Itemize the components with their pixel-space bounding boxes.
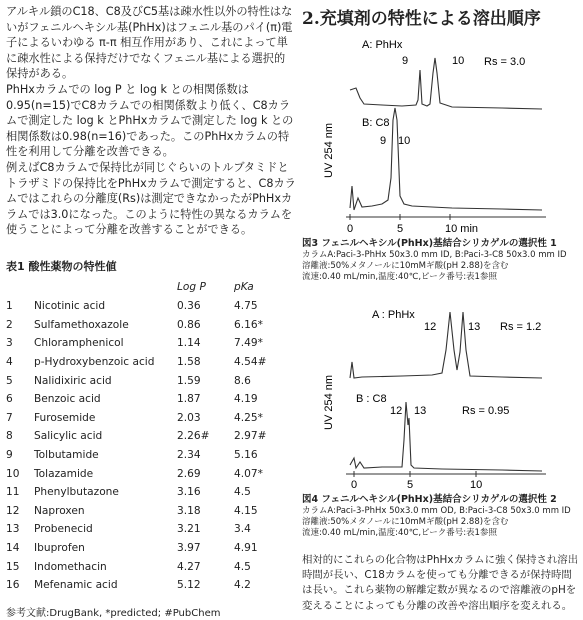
log-p-value: 3.97 [177, 542, 201, 555]
row-no: 14 [6, 542, 20, 555]
row-no: 3 [6, 337, 13, 350]
log-p-value: 1.14 [177, 337, 201, 350]
table-row [6, 409, 292, 428]
table-title: 表1 酸性薬物の特性値 [6, 260, 117, 273]
fig4-chart [302, 290, 582, 490]
drug-name: Tolazamide [34, 467, 94, 480]
pka-value: 4.75 [234, 300, 258, 313]
log-p-value: 2.69 [177, 467, 201, 480]
pka-value: 2.97# [234, 430, 267, 443]
pka-value: 5.16 [234, 449, 258, 462]
row-no: 1 [6, 300, 13, 313]
pka-value: 3.4 [234, 523, 251, 536]
drug-name: Salicylic acid [34, 430, 103, 443]
log-p-value: 2.34 [177, 449, 201, 462]
row-no: 8 [6, 430, 13, 443]
table-row [6, 371, 292, 390]
table-row [6, 446, 292, 465]
fig4-series-b-label: B : C8 [356, 393, 387, 405]
pka-value: 4.5 [234, 486, 251, 499]
fig3-caption-line-1: カラムA:Paci-3-PhHx 50x3.0 mm ID, B:Paci-3-C8 50x3.0 mm ID [302, 250, 567, 260]
log-p-value: 3.21 [177, 523, 201, 536]
log-p-value: 5.12 [177, 579, 201, 592]
table-row [6, 390, 292, 409]
table-row [6, 334, 292, 353]
log-p-value: 2.26# [177, 430, 210, 443]
fig4-a-peak-13: 13 [468, 321, 481, 333]
pka-value: 4.15 [234, 504, 258, 517]
row-no: 2 [6, 318, 13, 331]
fig3-ylabel: UV 254 nm [323, 122, 335, 178]
pka-value: 4.5 [234, 560, 251, 573]
table-row [6, 483, 292, 502]
fig3-a-peak-10: 10 [452, 55, 465, 67]
fig3-chart [302, 28, 582, 236]
fig4-caption-title: 図4 フェニルヘキシル(PhHx)基結合シリカゲルの選択性 2 [302, 494, 557, 505]
pka-value: 8.6 [234, 374, 251, 387]
log-p-value: 0.36 [177, 300, 201, 313]
fig3-chart-svg [302, 28, 582, 236]
drug-name: Chloramphenicol [34, 337, 124, 350]
intro-text [6, 4, 296, 238]
acid-drug-table [6, 277, 292, 595]
log-p-value: 3.18 [177, 504, 201, 517]
fig4-b-peak-12: 12 [390, 405, 403, 417]
row-no: 15 [6, 560, 20, 573]
row-no: 7 [6, 411, 13, 424]
header-pka: pKa [234, 281, 254, 293]
drug-name: Naproxen [34, 504, 85, 517]
table-row [6, 557, 292, 576]
row-no: 10 [6, 467, 20, 480]
drug-name: Mefenamic acid [34, 579, 118, 592]
header-logp: Log P [177, 281, 206, 293]
table-row [6, 316, 292, 335]
fig3-xtick-5: 5 [397, 223, 404, 235]
fig4-series-a-label: A : PhHx [372, 309, 415, 321]
fig3-b-peak-10: 10 [398, 135, 411, 147]
fig4-caption-line-1: カラムA:Paci-3-PhHx 50x3.0 mm OD, B:Paci-3-C8 50x3.0 mm ID [302, 506, 571, 516]
fig4-caption-line-2: 溶離液:50%メタノールに10mMギ酸(pH 2.88)を含む [302, 516, 509, 527]
row-no: 12 [6, 504, 20, 517]
log-p-value: 4.27 [177, 560, 201, 573]
row-no: 4 [6, 356, 13, 369]
row-no: 5 [6, 374, 13, 387]
fig3-caption-title: 図3 フェニルヘキシル(PhHx)基結合シリカゲルの選択性 1 [302, 238, 557, 249]
pka-value: 4.54# [234, 356, 267, 369]
intro-paragraph-2: PhHxカラムでの log P と log k との相関係数は0.95(n=15)でC8カラムでの相関係数より低く、C8カラムで測定した log k とPhHxカラムで測定した log k との相関係数は0.98(n=16)であった。このPhHxカラムの特性を利用して分離を改善できる。 [6, 82, 294, 159]
fig4-chart-svg [302, 290, 582, 490]
drug-name: p-Hydroxybenzoic acid [34, 356, 155, 369]
fig3-caption [302, 238, 583, 282]
pka-value: 4.2 [234, 579, 251, 592]
row-no: 13 [6, 523, 20, 536]
drug-name: Sulfamethoxazole [34, 318, 129, 331]
fig4-b-peak-13: 13 [414, 405, 427, 417]
table-header-row [6, 277, 292, 297]
fig3-caption-line-2: 溶離液:50%メタノールに10mMギ酸(pH 2.88)を含む [302, 260, 509, 271]
pka-value: 7.49* [234, 337, 263, 350]
fig4-a-peak-12: 12 [424, 321, 437, 333]
fig4-xtick-10: 10 [470, 479, 483, 490]
fig3-caption-line-3: 流速:0.40 mL/min,温度:40℃,ピーク番号:表1参照 [302, 271, 497, 282]
log-p-value: 1.58 [177, 356, 201, 369]
fig3-a-peak-9: 9 [402, 55, 409, 67]
fig3-series-b-label: B: C8 [362, 117, 390, 129]
pka-value: 6.16* [234, 318, 263, 331]
pka-value: 4.25* [234, 411, 263, 424]
row-no: 6 [6, 393, 13, 406]
table-row [6, 502, 292, 521]
pka-value: 4.19 [234, 393, 258, 406]
drug-name: Phenylbutazone [34, 486, 119, 499]
fig4-caption [302, 494, 583, 538]
fig3-series-a-label: A: PhHx [362, 39, 403, 51]
table-reference: 参考文献:DrugBank, *predicted; #PubChem [6, 608, 221, 619]
intro-paragraph-1: アルキル鎖のC18、C8及びC5基は疎水性以外の特性はないがフェニルヘキシル基(PhHx)はフェニル基のパイ(π)電子によるいわゆる π-π 相互作用があり、これによって単に疎水性による保持だけでなくフェニル基による選択的保持がある。 [6, 5, 293, 81]
fig3-xtick-10: 10 min [445, 223, 479, 235]
fig4-xtick-0: 0 [351, 479, 358, 490]
table-body [6, 297, 292, 595]
pka-value: 4.91 [234, 542, 258, 555]
drug-name: Benzoic acid [34, 393, 101, 406]
log-p-value: 2.03 [177, 411, 201, 424]
table-row [6, 464, 292, 483]
pka-value: 4.07* [234, 467, 263, 480]
fig3-xtick-0: 0 [347, 223, 354, 235]
drug-name: Nicotinic acid [34, 300, 106, 313]
fig4-caption-line-3: 流速:0.40 mL/min,温度:40℃,ピーク番号:表1参照 [302, 527, 497, 538]
intro-paragraph-3: 例えばC8カラムで保持比が同じぐらいのトルブタミドとトラザミドの保持比をPhHxカラムで測定すると、C8カラムではこれらの分離度(Rs)は測定できなかったがPhHxカラムでは3.0になった。このように特性の異なるカラムを使うことによって分離を改善することができる。 [6, 160, 296, 237]
fig4-b-rs: Rs = 0.95 [462, 405, 510, 417]
fig4-xtick-5: 5 [407, 479, 414, 490]
log-p-value: 0.86 [177, 318, 201, 331]
fig4-a-rs: Rs = 1.2 [500, 321, 542, 333]
drug-name: Indomethacin [34, 560, 107, 573]
header-name [34, 277, 177, 297]
fig3-b-peak-9: 9 [380, 135, 387, 147]
fig3-a-rs: Rs = 3.0 [484, 56, 526, 68]
log-p-value: 1.87 [177, 393, 201, 406]
log-p-value: 3.16 [177, 486, 201, 499]
section-title: 2.充填剤の特性による溶出順序 [302, 9, 541, 29]
table-row [6, 297, 292, 316]
drug-name: Tolbutamide [34, 449, 99, 462]
log-p-value: 1.59 [177, 374, 201, 387]
header-no [6, 277, 34, 297]
table-row [6, 576, 292, 595]
drug-name: Nalidixiric acid [34, 374, 112, 387]
table-row [6, 520, 292, 539]
drug-name: Furosemide [34, 411, 96, 424]
row-no: 9 [6, 449, 13, 462]
table-row [6, 539, 292, 558]
conclusion-text: 相対的にこれらの化合物はPhHxカラムに強く保持され溶出時間が長い、C18カラムを使っても分離できるが保持時間は長い。これら薬物の解離定数が異なるので溶離液のpHを変えることによっても分離の改善や溶出順序を変えれる。 [302, 554, 579, 612]
row-no: 11 [6, 486, 20, 499]
fig4-trace-b [350, 402, 542, 471]
row-no: 16 [6, 579, 20, 592]
table-row [6, 353, 292, 372]
fig4-ylabel: UV 254 nm [323, 374, 335, 430]
table-row [6, 427, 292, 446]
drug-name: Probenecid [34, 523, 93, 536]
drug-name: Ibuprofen [34, 542, 85, 555]
